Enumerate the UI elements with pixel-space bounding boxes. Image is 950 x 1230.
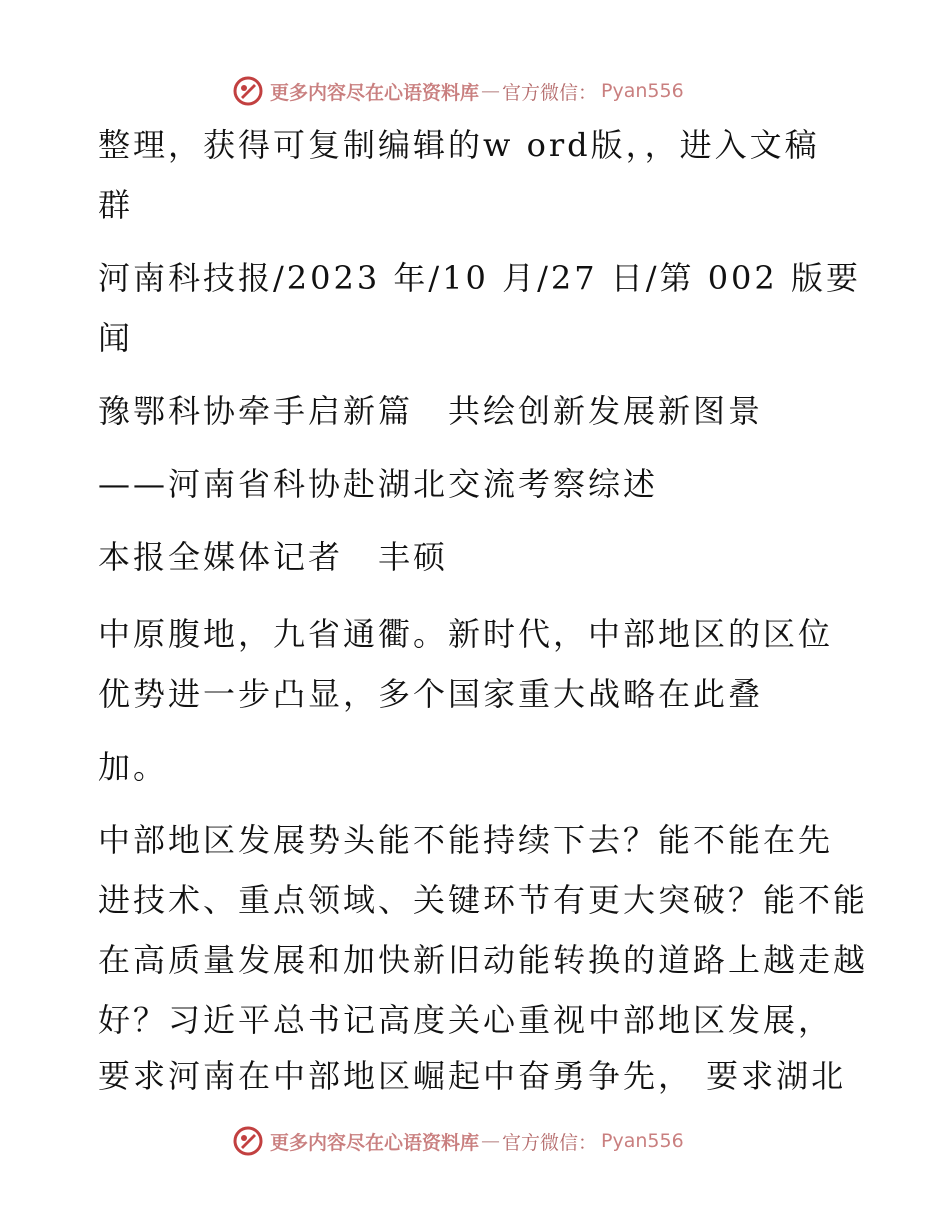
body-line: 中原腹地，九省通衢。新时代，中部地区的区位 (98, 615, 834, 653)
body-line: 中部地区发展势头能不能持续下去？能不能在先 (98, 821, 834, 859)
watermark-label: 官方微信： (502, 1131, 598, 1154)
article-subtitle: ——河南省科协赴湖北交流考察综述 (98, 465, 659, 503)
watermark-dash: — (481, 1130, 501, 1152)
body-line: 群 (98, 186, 134, 224)
watermark-id: Pyan556 (601, 80, 684, 102)
watermark-text: 更多内容尽在心语资料库 (270, 81, 480, 104)
logo-icon (232, 1125, 264, 1157)
byline: 本报全媒体记者 丰硕 (98, 538, 449, 576)
watermark-dash: — (481, 80, 501, 102)
body-line: 要求河南在中部地区崛起中奋勇争先， 要求湖北 (98, 1057, 847, 1095)
body-line: 闻 (98, 319, 134, 357)
article-title: 豫鄂科协牵手启新篇 共绘创新发展新图景 (98, 392, 764, 430)
body-line: 进技术、重点领域、关键环节有更大突破？能不能 (98, 881, 869, 919)
body-line: 河南科技报/2023 年/10 月/27 日/第 002 版要 (98, 259, 861, 297)
watermark-label: 官方微信： (502, 81, 598, 104)
body-line: 优势进一步凸显，多个国家重大战略在此叠 (98, 675, 764, 713)
body-line: 在高质量发展和加快新旧动能转换的道路上越走越 (98, 941, 869, 979)
body-line: 整理，获得可复制编辑的w ord版，，进入文稿 (98, 126, 820, 164)
footer-watermark (232, 1126, 684, 1156)
logo-icon (232, 75, 264, 107)
watermark-id: Pyan556 (601, 1130, 684, 1152)
body-line: 好？习近平总书记高度关心重视中部地区发展， (98, 1001, 834, 1039)
body-line: 加。 (98, 748, 169, 786)
header-watermark (232, 76, 684, 106)
watermark-text: 更多内容尽在心语资料库 (270, 1131, 480, 1154)
